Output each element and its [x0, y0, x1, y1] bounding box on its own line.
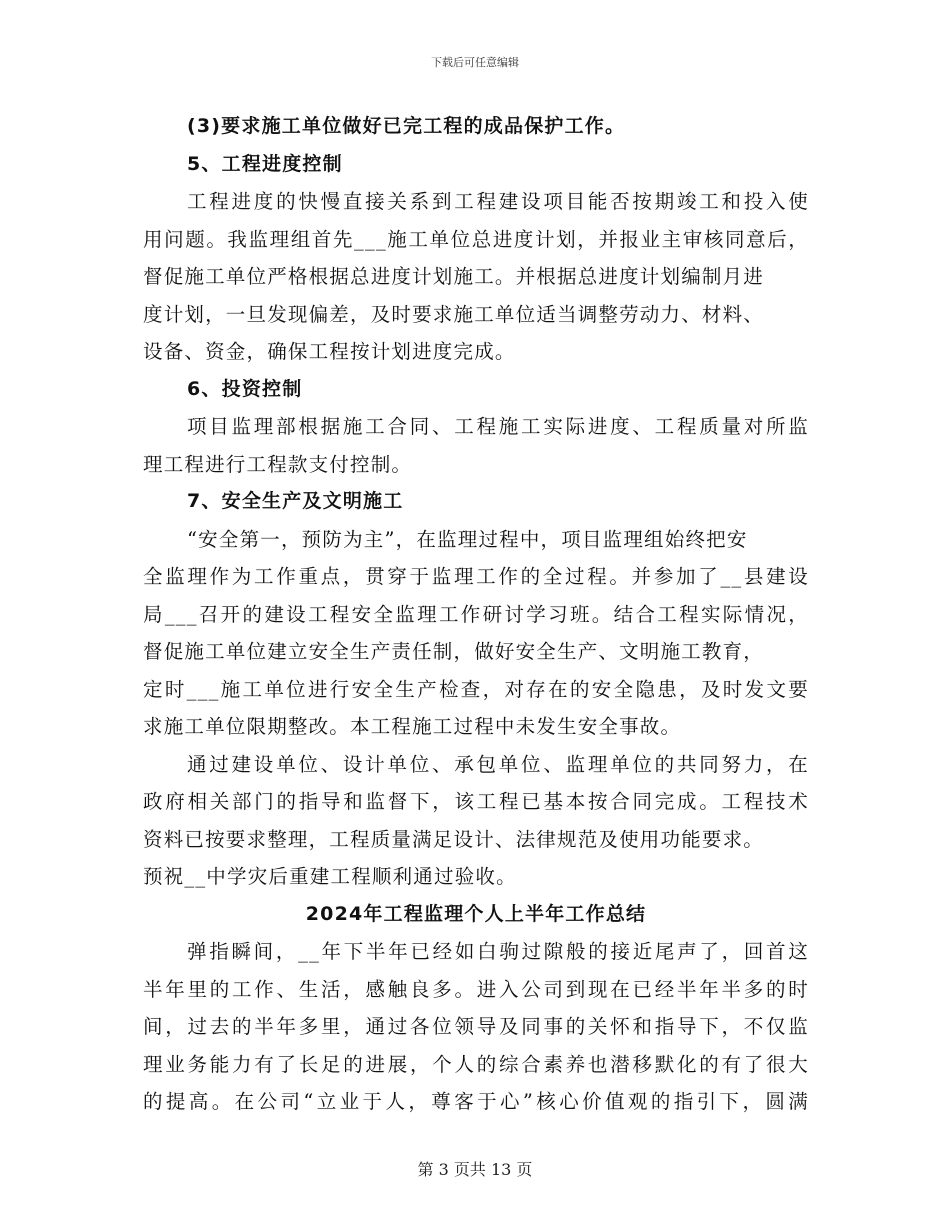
section-heading-investment: 6、投资控制: [187, 377, 303, 400]
paragraph-line: “安全第一，预防为主”，在监理过程中，项目监理组始终把安: [187, 527, 748, 551]
paragraph-line: 的提高。在公司“立业于人，尊客于心”核心价值观的指引下，圆满: [143, 1090, 809, 1113]
paragraph-line: 通过建设单位、设计单位、承包单位、监理单位的共同努力，在: [187, 752, 809, 776]
section-heading-safety: 7、安全生产及文明施工: [187, 490, 404, 512]
paragraph-line: 预祝__中学灾后重建工程顺利通过验收。: [143, 865, 517, 888]
document-title: 2024年工程监理个人上半年工作总结: [305, 902, 647, 925]
paragraph-line: 政府相关部门的指导和监督下，该工程已基本按合同完成。工程技术: [143, 790, 809, 813]
paragraph-line: 定时___施工单位进行安全生产检查，对存在的安全隐患，及时发文要: [143, 677, 809, 701]
paragraph-line: 督促施工单位建立安全生产责任制，做好安全生产、文明施工教育，: [143, 640, 765, 663]
document-body: [143, 108, 809, 1121]
paragraph-line: 求施工单位限期整改。本工程施工过程中未发生安全事故。: [143, 715, 682, 738]
list-item-protection: (3)要求施工单位做好已完工程的成品保护工作。: [187, 115, 626, 137]
paragraph-line: 度计划，一旦发现偏差，及时要求施工单位适当调整劳动力、材料、: [143, 302, 765, 326]
paragraph-line: 用问题。我监理组首先___施工单位总进度计划，并报业主审核同意后，: [143, 227, 809, 251]
paragraph-line: 理工程进行工程款支付控制。: [143, 452, 413, 476]
paragraph-line: 工程进度的快慢直接关系到工程建设项目能否按期竣工和投入使: [187, 190, 809, 213]
paragraph-line: 间，过去的半年多里，通过各位领导及同事的关怀和指导下，不仅监: [143, 1015, 809, 1038]
paragraph-line: 全监理作为工作重点，贯穿于监理工作的全过程。并参加了__县建设: [143, 565, 809, 588]
paragraph-line: 督促施工单位严格根据总进度计划施工。并根据总进度计划编制月进: [143, 265, 765, 288]
paragraph-line: 理业务能力有了长足的进展，个人的综合素养也潜移默化的有了很大: [143, 1052, 809, 1076]
section-heading-schedule: 5、工程进度控制: [187, 152, 343, 175]
paragraph-line: 项目监理部根据施工合同、工程施工实际进度、工程质量对所监: [187, 415, 809, 438]
paragraph-line: 半年里的工作、生活，感触良多。进入公司到现在已经半年半多的时: [143, 977, 809, 1001]
page-footer: 第 3 页共 13 页: [417, 1160, 533, 1179]
paragraph-line: 弹指瞬间，__年下半年已经如白驹过隙般的接近尾声了，回首这: [187, 940, 809, 963]
page-header: 下载后可任意编辑: [431, 56, 519, 69]
paragraph-line: 资料已按要求整理，工程质量满足设计、法律规范及使用功能要求。: [143, 827, 765, 851]
paragraph-line: 局___召开的建设工程安全监理工作研讨学习班。结合工程实际情况，: [143, 602, 809, 626]
paragraph-line: 设备、资金，确保工程按计划进度完成。: [143, 340, 516, 363]
